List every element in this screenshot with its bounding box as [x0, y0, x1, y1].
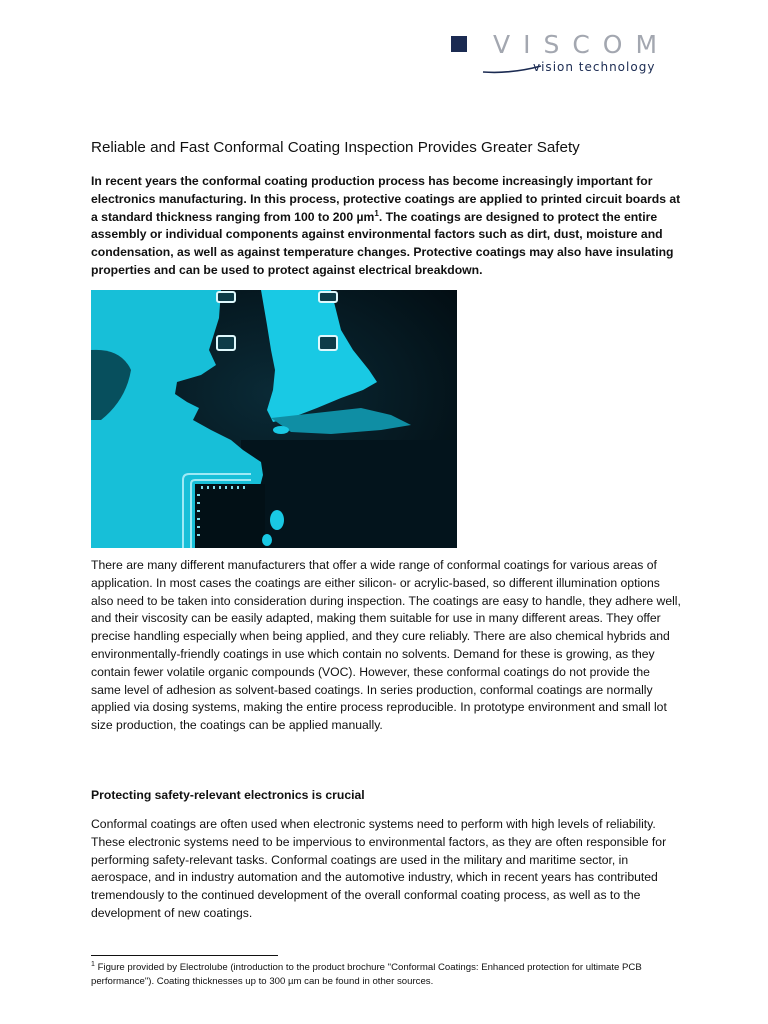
coating-illustration — [91, 290, 457, 548]
article-title: Reliable and Fast Conformal Coating Inspection Provides Greater Safety — [91, 139, 580, 156]
logo-tagline: vision technology — [533, 60, 656, 74]
intro-text-part2: . The coatings are designed to protect the entire assembly or individual components against environmental factors such as dirt, dust, moisture and condensation, as well as against temperature changes. Protective coatings may also have insulating properties and can be used to protect against electrical breakdown. — [91, 209, 674, 277]
body-paragraph-2: Conformal coatings are often used when electronic systems need to perform with high levels of reliability. These electronic systems need to be impervious to environmental factors, as they are often responsible for performing safety-relevant tasks. Conformal coatings are used in the military and maritime sector, in aerospace, and in industry automation and the automotive industry, which in recent years has contributed tremendously to the continued development of the overall conformal coating process, as well as to the development of new coatings. — [91, 817, 667, 920]
footnote — [91, 961, 681, 989]
viscom-logo — [451, 32, 701, 78]
intro-paragraph — [91, 173, 683, 280]
footnote-divider — [91, 955, 278, 956]
logo-square-mark — [451, 36, 473, 58]
body-paragraph-1: There are many different manufacturers that offer a wide range of conformal coatings for various areas of application. In most cases the coatings are either silicon- or acrylic-based, so different illumination options also need to be taken into consideration during inspection. The coatings are easy to handle, they adhere well, and their viscosity can be easily adapted, making them suitable for use in many different areas. They offer precise handling especially when being applied, and they cure reliably. There are also chemical hybrids and environmentally-friendly coatings in use which contain no solvents. Demand for these is growing, as they contain fewer volatile organic compounds (VOC). However, these conformal coatings do not provide the same level of adhesion as solvent-based coatings. In series production, conformal coatings are normally applied via dosing systems, making the entire process reproducible. In prototype environment and small lot size production, the coatings can be applied manually. — [91, 558, 681, 733]
section-heading: Protecting safety-relevant electronics is crucial — [91, 788, 365, 802]
intro-text-part1: In recent years the conformal coating production process has become increasingly important for electronics manufacturing. In this process, protective coatings are applied to printed circuit boards at a standard thickness ranging from 100 to 200 µm — [91, 174, 681, 224]
footnote-reference[interactable]: 1 — [374, 208, 379, 218]
footnote-marker: 1 — [91, 960, 95, 968]
footnote-text: Figure provided by Electrolube (introduction to the product brochure "Conformal Coatings: Enhanced protection for ultimate PCB performance"). Coating thicknesses up to 300 µm can be found in other sources. — [91, 962, 642, 987]
conformal-coating-photo — [91, 290, 457, 548]
logo-wordmark: VISCOM — [493, 30, 671, 59]
